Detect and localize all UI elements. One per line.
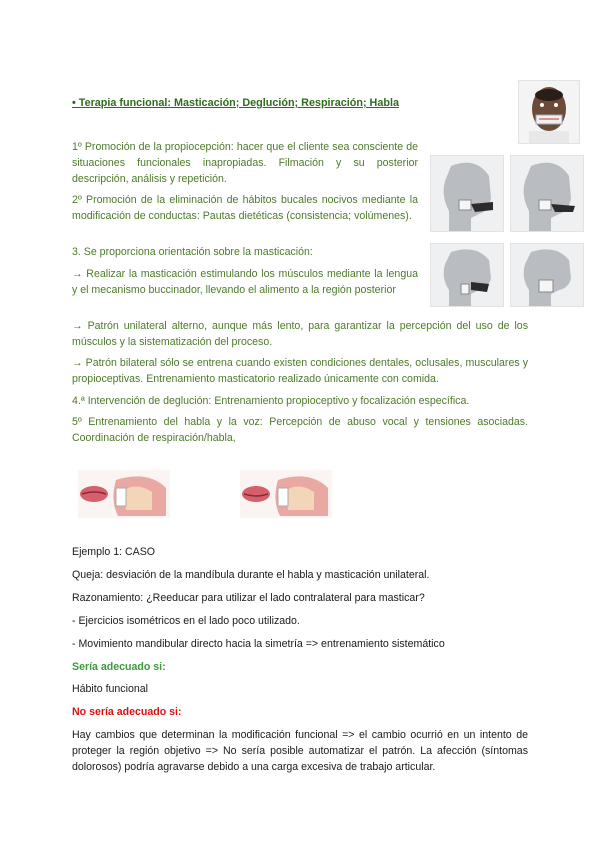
point-unilateral-pattern: → Patrón unilateral alterno, aunque más lento, para garantizar la percepción del uso de los músculos y la sistematización del proceso. (72, 320, 528, 348)
not-suitable-text: Hay cambios que determinan la modificación funcional => el cambio ocurrió en un intento de proteger la región objetivo => No sería posible automatizar el patrón. La afección (síntomas dolorosos) podría agravarse debido a una carga excesiva de trabajo articular. (72, 729, 528, 773)
case-bullet-2: - Movimiento mandibular directo hacia la simetría => entrenamiento sistemático (72, 638, 445, 650)
section-title: • Terapia funcional: Masticación; Deglución; Respiración; Habla (72, 97, 399, 109)
point-chewing-stimulate: → Realizar la masticación estimulando los músculos mediante la lengua y el mecanismo buccinador, llevando el alimento a la región posterior (72, 268, 418, 296)
point-chewing-guidance: 3. Se proporciona orientación sobre la masticación: (72, 246, 313, 258)
case-bullet-1: - Ejercicios isométricos en el lado poco utilizado. (72, 615, 300, 627)
head-profile-chewing-2 (510, 155, 584, 232)
mouth-diagram-2 (240, 470, 332, 518)
point-swallowing: 4.ª Intervención de deglución: Entrenamiento propioceptivo y focalización específica. (72, 395, 470, 407)
head-profile-chewing-3 (430, 243, 504, 307)
point-habits: 2º Promoción de la eliminación de hábitos bucales nocivos mediante la modificación de conductas: Pautas dietéticas (consistencia; volúmenes). (72, 194, 418, 222)
mouth-diagram-1 (78, 470, 170, 518)
head-profile-chewing-4 (510, 243, 584, 307)
point-bilateral-pattern: → Patrón bilateral sólo se entrena cuando existen condiciones dentales, oclusales, musculares y propioceptivas. Entrenamiento masticatorio realizado únicamente con comida. (72, 357, 528, 385)
suitable-text: Hábito funcional (72, 683, 148, 695)
case-heading: Ejemplo 1: CASO (72, 546, 156, 558)
case-reasoning: Razonamiento: ¿Reeducar para utilizar el lado contralateral para masticar? (72, 592, 425, 604)
case-complaint: Queja: desviación de la mandíbula durante el habla y masticación unilateral. (72, 569, 430, 581)
not-suitable-label: No sería adecuado si: (72, 706, 182, 718)
point-speech: 5º Entrenamiento del habla y la voz: Percepción de abuso vocal y tensiones asociadas. Coordinación de respiración/habla, (72, 416, 528, 444)
suitable-label: Sería adecuado si: (72, 661, 166, 673)
face-with-tape-photo (518, 80, 580, 144)
point-proprioception: 1º Promoción de la propiocepción: hacer que el cliente sea consciente de situaciones funcionales inapropiadas. Filmación y su posterior descripción, análisis y repetición. (72, 141, 418, 185)
head-profile-chewing-1 (430, 155, 504, 232)
